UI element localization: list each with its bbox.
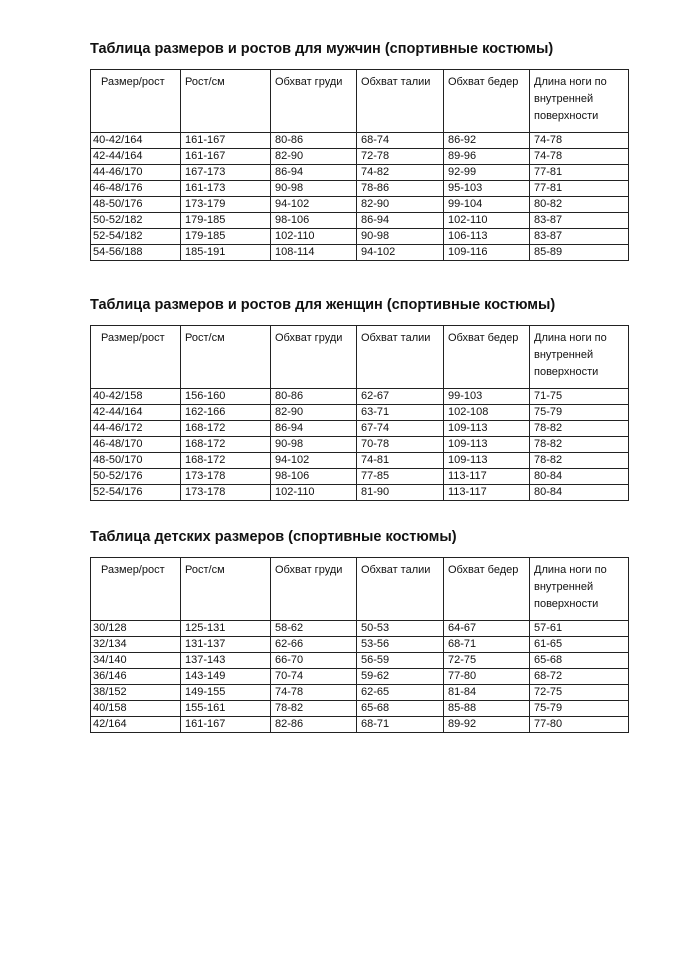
- column-header-hips: Обхват бедер: [444, 326, 530, 389]
- cell-waist: 82-90: [357, 197, 444, 213]
- table-row: [91, 133, 629, 149]
- cell-waist: 94-102: [357, 245, 444, 261]
- cell-height-cm: 156-160: [181, 389, 271, 405]
- cell-size-height: 54-56/188: [91, 245, 181, 261]
- column-header-height-cm: Рост/см: [181, 70, 271, 133]
- column-header-size-height: Размер/рост: [91, 558, 181, 621]
- cell-size-height: 44-46/170: [91, 165, 181, 181]
- cell-chest: 66-70: [271, 653, 357, 669]
- cell-chest: 102-110: [271, 229, 357, 245]
- cell-hips: 72-75: [444, 653, 530, 669]
- men-size-section: [90, 40, 628, 261]
- cell-size-height: 36/146: [91, 669, 181, 685]
- cell-chest: 98-106: [271, 213, 357, 229]
- header-row: [91, 70, 629, 133]
- cell-waist: 65-68: [357, 701, 444, 717]
- cell-size-height: 42-44/164: [91, 405, 181, 421]
- cell-hips: 109-113: [444, 453, 530, 469]
- cell-chest: 82-86: [271, 717, 357, 733]
- cell-hips: 109-113: [444, 421, 530, 437]
- cell-waist: 90-98: [357, 229, 444, 245]
- cell-chest: 70-74: [271, 669, 357, 685]
- cell-size-height: 46-48/176: [91, 181, 181, 197]
- column-header-inseam: Длина ноги по внутренней поверхности: [530, 70, 629, 133]
- cell-hips: 95-103: [444, 181, 530, 197]
- table-row: [91, 653, 629, 669]
- cell-size-height: 40-42/158: [91, 389, 181, 405]
- cell-waist: 62-65: [357, 685, 444, 701]
- table-row: [91, 701, 629, 717]
- kids-table-title: Таблица детских размеров (спортивные костюмы): [90, 529, 457, 545]
- table-row: [91, 637, 629, 653]
- cell-waist: 72-78: [357, 149, 444, 165]
- cell-waist: 81-90: [357, 485, 444, 501]
- cell-inseam: 75-79: [530, 701, 629, 717]
- cell-height-cm: 155-161: [181, 701, 271, 717]
- cell-chest: 62-66: [271, 637, 357, 653]
- cell-size-height: 32/134: [91, 637, 181, 653]
- cell-hips: 68-71: [444, 637, 530, 653]
- cell-chest: 86-94: [271, 165, 357, 181]
- cell-height-cm: 173-178: [181, 485, 271, 501]
- cell-chest: 102-110: [271, 485, 357, 501]
- cell-height-cm: 149-155: [181, 685, 271, 701]
- cell-waist: 70-78: [357, 437, 444, 453]
- column-header-size-height: Размер/рост: [91, 326, 181, 389]
- cell-hips: 89-92: [444, 717, 530, 733]
- cell-hips: 64-67: [444, 621, 530, 637]
- cell-size-height: 48-50/176: [91, 197, 181, 213]
- cell-inseam: 80-84: [530, 469, 629, 485]
- table-row: [91, 245, 629, 261]
- column-header-inseam: Длина ноги по внутренней поверхности: [530, 558, 629, 621]
- cell-inseam: 78-82: [530, 437, 629, 453]
- cell-waist: 53-56: [357, 637, 444, 653]
- cell-size-height: 48-50/170: [91, 453, 181, 469]
- cell-chest: 86-94: [271, 421, 357, 437]
- cell-waist: 68-74: [357, 133, 444, 149]
- table-row: [91, 165, 629, 181]
- cell-hips: 99-103: [444, 389, 530, 405]
- cell-waist: 74-81: [357, 453, 444, 469]
- cell-height-cm: 185-191: [181, 245, 271, 261]
- cell-height-cm: 179-185: [181, 213, 271, 229]
- cell-hips: 109-116: [444, 245, 530, 261]
- cell-inseam: 74-78: [530, 133, 629, 149]
- women-size-section: [90, 296, 628, 501]
- cell-waist: 78-86: [357, 181, 444, 197]
- cell-chest: 82-90: [271, 149, 357, 165]
- cell-inseam: 77-81: [530, 165, 629, 181]
- cell-hips: 102-110: [444, 213, 530, 229]
- cell-chest: 98-106: [271, 469, 357, 485]
- cell-height-cm: 125-131: [181, 621, 271, 637]
- cell-hips: 106-113: [444, 229, 530, 245]
- cell-hips: 81-84: [444, 685, 530, 701]
- men-table-title: Таблица размеров и ростов для мужчин (спортивные костюмы): [90, 41, 554, 57]
- table-row: [91, 669, 629, 685]
- cell-height-cm: 137-143: [181, 653, 271, 669]
- column-header-waist: Обхват талии: [357, 70, 444, 133]
- cell-hips: 113-117: [444, 485, 530, 501]
- cell-height-cm: 168-172: [181, 453, 271, 469]
- cell-chest: 78-82: [271, 701, 357, 717]
- cell-size-height: 30/128: [91, 621, 181, 637]
- table-row: [91, 685, 629, 701]
- cell-chest: 58-62: [271, 621, 357, 637]
- cell-height-cm: 167-173: [181, 165, 271, 181]
- column-header-chest: Обхват груди: [271, 558, 357, 621]
- table-row: [91, 469, 629, 485]
- cell-chest: 80-86: [271, 389, 357, 405]
- table-row: [91, 485, 629, 501]
- cell-height-cm: 131-137: [181, 637, 271, 653]
- header-row: [91, 326, 629, 389]
- column-header-height-cm: Рост/см: [181, 326, 271, 389]
- cell-hips: 99-104: [444, 197, 530, 213]
- column-header-height-cm: Рост/см: [181, 558, 271, 621]
- cell-chest: 74-78: [271, 685, 357, 701]
- cell-inseam: 71-75: [530, 389, 629, 405]
- cell-inseam: 83-87: [530, 213, 629, 229]
- cell-waist: 68-71: [357, 717, 444, 733]
- women-size-table: [90, 325, 629, 501]
- table-row: [91, 717, 629, 733]
- column-header-waist: Обхват талии: [357, 558, 444, 621]
- cell-chest: 94-102: [271, 197, 357, 213]
- cell-size-height: 52-54/176: [91, 485, 181, 501]
- cell-chest: 82-90: [271, 405, 357, 421]
- cell-hips: 102-108: [444, 405, 530, 421]
- cell-waist: 86-94: [357, 213, 444, 229]
- cell-chest: 90-98: [271, 181, 357, 197]
- cell-chest: 108-114: [271, 245, 357, 261]
- cell-waist: 77-85: [357, 469, 444, 485]
- cell-height-cm: 179-185: [181, 229, 271, 245]
- table-row: [91, 621, 629, 637]
- cell-inseam: 78-82: [530, 421, 629, 437]
- kids-size-section: [90, 528, 628, 733]
- cell-waist: 63-71: [357, 405, 444, 421]
- column-header-chest: Обхват груди: [271, 70, 357, 133]
- column-header-waist: Обхват талии: [357, 326, 444, 389]
- cell-waist: 50-53: [357, 621, 444, 637]
- table-row: [91, 405, 629, 421]
- cell-inseam: 80-84: [530, 485, 629, 501]
- cell-inseam: 78-82: [530, 453, 629, 469]
- cell-inseam: 77-81: [530, 181, 629, 197]
- table-row: [91, 421, 629, 437]
- cell-size-height: 42-44/164: [91, 149, 181, 165]
- cell-height-cm: 161-167: [181, 717, 271, 733]
- cell-hips: 113-117: [444, 469, 530, 485]
- cell-height-cm: 162-166: [181, 405, 271, 421]
- cell-chest: 80-86: [271, 133, 357, 149]
- cell-height-cm: 173-179: [181, 197, 271, 213]
- cell-waist: 62-67: [357, 389, 444, 405]
- cell-hips: 86-92: [444, 133, 530, 149]
- table-row: [91, 229, 629, 245]
- cell-inseam: 68-72: [530, 669, 629, 685]
- cell-size-height: 42/164: [91, 717, 181, 733]
- cell-waist: 74-82: [357, 165, 444, 181]
- cell-height-cm: 161-173: [181, 181, 271, 197]
- cell-size-height: 52-54/182: [91, 229, 181, 245]
- cell-size-height: 34/140: [91, 653, 181, 669]
- table-row: [91, 181, 629, 197]
- cell-size-height: 50-52/182: [91, 213, 181, 229]
- cell-inseam: 75-79: [530, 405, 629, 421]
- cell-size-height: 38/152: [91, 685, 181, 701]
- table-row: [91, 197, 629, 213]
- table-row: [91, 149, 629, 165]
- column-header-size-height: Размер/рост: [91, 70, 181, 133]
- cell-chest: 94-102: [271, 453, 357, 469]
- kids-size-table: [90, 557, 629, 733]
- cell-inseam: 80-82: [530, 197, 629, 213]
- table-row: [91, 453, 629, 469]
- cell-size-height: 46-48/170: [91, 437, 181, 453]
- cell-hips: 89-96: [444, 149, 530, 165]
- cell-inseam: 65-68: [530, 653, 629, 669]
- cell-waist: 59-62: [357, 669, 444, 685]
- cell-hips: 109-113: [444, 437, 530, 453]
- cell-hips: 92-99: [444, 165, 530, 181]
- table-row: [91, 389, 629, 405]
- table-row: [91, 213, 629, 229]
- cell-height-cm: 161-167: [181, 149, 271, 165]
- cell-size-height: 40-42/164: [91, 133, 181, 149]
- cell-inseam: 72-75: [530, 685, 629, 701]
- cell-waist: 67-74: [357, 421, 444, 437]
- header-row: [91, 558, 629, 621]
- cell-hips: 77-80: [444, 669, 530, 685]
- column-header-hips: Обхват бедер: [444, 70, 530, 133]
- cell-size-height: 50-52/176: [91, 469, 181, 485]
- cell-height-cm: 168-172: [181, 421, 271, 437]
- cell-height-cm: 173-178: [181, 469, 271, 485]
- cell-height-cm: 161-167: [181, 133, 271, 149]
- cell-height-cm: 168-172: [181, 437, 271, 453]
- cell-chest: 90-98: [271, 437, 357, 453]
- cell-size-height: 40/158: [91, 701, 181, 717]
- column-header-inseam: Длина ноги по внутренней поверхности: [530, 326, 629, 389]
- cell-inseam: 83-87: [530, 229, 629, 245]
- cell-inseam: 74-78: [530, 149, 629, 165]
- column-header-chest: Обхват груди: [271, 326, 357, 389]
- cell-hips: 85-88: [444, 701, 530, 717]
- table-row: [91, 437, 629, 453]
- cell-height-cm: 143-149: [181, 669, 271, 685]
- cell-waist: 56-59: [357, 653, 444, 669]
- cell-size-height: 44-46/172: [91, 421, 181, 437]
- men-size-table: [90, 69, 629, 261]
- cell-inseam: 77-80: [530, 717, 629, 733]
- cell-inseam: 57-61: [530, 621, 629, 637]
- women-table-title: Таблица размеров и ростов для женщин (спортивные костюмы): [90, 297, 556, 313]
- cell-inseam: 61-65: [530, 637, 629, 653]
- cell-inseam: 85-89: [530, 245, 629, 261]
- column-header-hips: Обхват бедер: [444, 558, 530, 621]
